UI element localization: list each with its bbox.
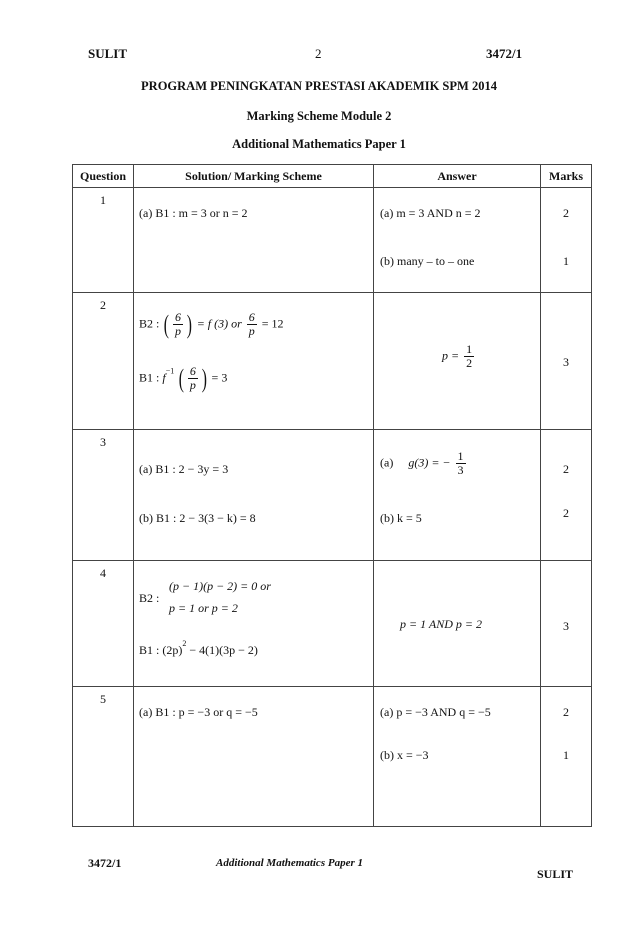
equation-text: − 4(1)(3p − 2) [186,643,258,657]
col-question: Question [73,165,134,188]
answer-b: (b) k = 5 [380,511,422,525]
answer-a: (a) m = 3 AND n = 2 [380,206,481,220]
table-header-row [73,165,592,188]
question-number: 3 [100,435,106,449]
fraction: $\frac{6}{p}$ [189,364,196,392]
superscript: −1 [165,366,175,376]
solution-b2: B2 : ( $\frac{6}{p}$ ) = f (3) or $\frac{6}{p}$ = 12 [139,309,284,339]
function-name: f [162,370,166,385]
footer-sulit: SULIT [537,867,574,881]
page-number: 2 [315,46,322,61]
superscript: 2 [182,639,187,648]
solution-a: (a) B1 : p = −3 or q = −5 [139,705,258,719]
marks: 2 [563,462,569,476]
solution-a: (a) B1 : m = 3 or n = 2 [139,206,248,220]
fraction: $\frac{1}{2}$ [466,342,473,370]
solution-b2-line1: (p − 1)(p − 2) = 0 or [169,579,271,593]
table-row [73,430,592,561]
equation-text: = 12 [261,316,284,331]
answer [442,343,476,370]
equation-text: p = [442,348,460,363]
module-title: Marking Scheme Module 2 [246,109,392,123]
fraction: $\frac{6}{p}$ [248,310,255,338]
col-solution: Solution/ Marking Scheme [134,165,374,188]
solution-b1: B1 : $f^{-1}$ ( $\frac{6}{p}$ ) = 3 [139,363,228,393]
fraction: $\frac{6}{p}$ [175,310,182,338]
marks: 1 [563,748,569,762]
marks: 2 [563,206,569,220]
marks: 1 [563,254,569,268]
col-answer: Answer [374,165,541,188]
table-row [73,561,592,687]
header-sulit: SULIT [88,46,128,61]
answer-a [380,450,468,477]
table-row [73,293,592,430]
marks: 2 [563,506,569,520]
mark-label: B2 : [139,316,160,331]
solution-b2-label: B2 : [139,591,160,605]
marks: 3 [563,355,569,369]
footer-code: 3472/1 [88,856,122,870]
footer-title: Additional Mathematics Paper 1 [216,857,363,869]
answer: p = 1 AND p = 2 [400,617,482,631]
question-number: 1 [100,193,106,207]
marking-scheme-table [72,164,592,827]
solution-b2-line2: p = 1 or p = 2 [169,601,238,615]
marks: 3 [563,619,569,633]
solution-b: (b) B1 : 2 − 3(3 − k) = 8 [139,511,256,525]
question-number: 4 [100,566,106,580]
col-marks: Marks [541,165,592,188]
marks: 2 [563,705,569,719]
solution-b1 [139,639,258,658]
answer-a: (a) p = −3 AND q = −5 [380,705,491,719]
answer-b: (b) many – to – one [380,254,475,268]
paper-title: Additional Mathematics Paper 1 [232,137,406,151]
equation-text: g(3) = − [408,455,451,470]
program-title: PROGRAM PENINGKATAN PRESTASI AKADEMIK SPM 2014 [141,79,497,93]
fraction: $\frac{1}{3}$ [457,449,464,477]
question-number: 2 [100,298,106,312]
equation-text: B1 : (2p) [139,643,183,657]
header-code: 3472/1 [486,46,523,61]
table-row [73,188,592,293]
part-label: (a) [380,455,394,470]
equation-text: = 3 [211,370,228,385]
mark-label: B1 : [139,370,160,385]
equation-text: = f (3) or [196,316,242,331]
question-number: 5 [100,692,106,706]
answer-b: (b) x = −3 [380,748,429,762]
solution-a: (a) B1 : 2 − 3y = 3 [139,462,229,476]
table-row [73,687,592,827]
